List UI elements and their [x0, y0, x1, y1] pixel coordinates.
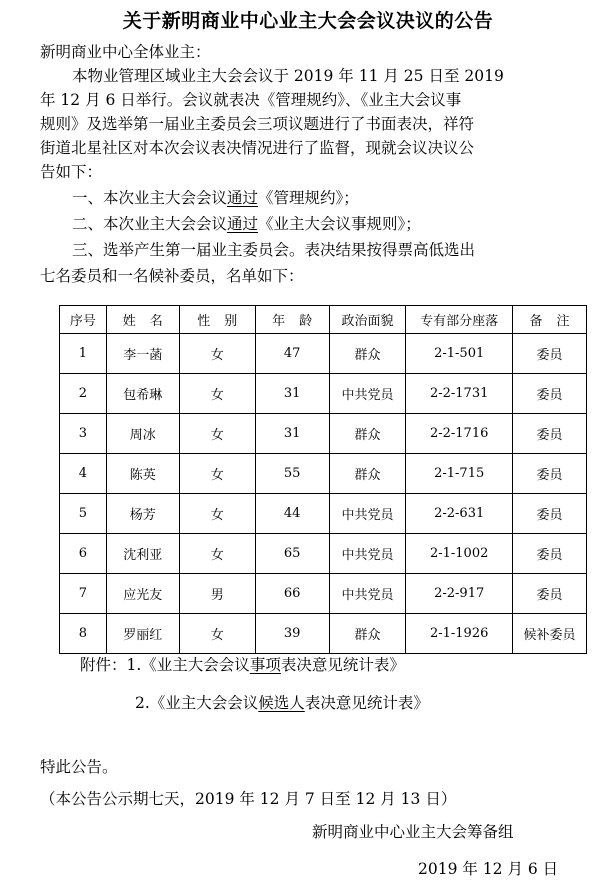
table-row: [60, 534, 587, 574]
table-row: [60, 454, 587, 494]
table-row: [60, 414, 587, 454]
cell-remark: 候补委员: [513, 614, 587, 654]
resolution-two: [40, 212, 580, 236]
cell-unit: 2-1-1926: [406, 614, 513, 654]
cell-name: 杨芳: [106, 494, 179, 534]
cell-age: 66: [255, 574, 329, 614]
table-row: [60, 494, 587, 534]
cell-unit: 2-1-715: [406, 454, 513, 494]
cell-gender: 女: [179, 494, 255, 534]
cell-seq: 7: [60, 574, 107, 614]
table-row: [60, 574, 587, 614]
signature: 新明商业中心业主大会筹备组: [312, 823, 514, 841]
cell-gender: 女: [179, 534, 255, 574]
intro-line-3: 规则》及选举第一届业主委员会三项议题进行了书面表决，祥符: [40, 115, 475, 133]
cell-name: 沈利亚: [106, 534, 179, 574]
resolution-two-pre: 二、本次业主大会会议: [72, 215, 228, 233]
cell-remark: 委员: [513, 374, 587, 414]
cell-name: 罗丽红: [106, 614, 179, 654]
header-name: 姓名: [106, 306, 179, 334]
cell-seq: 6: [60, 534, 107, 574]
cell-gender: 女: [179, 374, 255, 414]
cell-name: 应光友: [106, 574, 179, 614]
cell-seq: 5: [60, 494, 107, 534]
cell-politics: 群众: [329, 414, 406, 454]
resolution-one-post: 《管理规约》；: [258, 189, 359, 207]
cell-name: 李一菡: [106, 334, 179, 374]
cell-unit: 2-1-501: [406, 334, 513, 374]
attachment-1-pre: 1.《业主大会会议: [126, 656, 250, 674]
attachment-2-post: 表决意见统计表》: [304, 694, 429, 712]
committee-table: [59, 305, 587, 654]
cell-remark: 委员: [513, 334, 587, 374]
cell-unit: 2-2-1716: [406, 414, 513, 454]
cell-unit: 2-2-631: [406, 494, 513, 534]
intro-line-2: 年 12 月 6 日举行。会议就表决《管理规约》、《业主大会议事: [40, 91, 462, 109]
resolution-one-passed: 通过: [227, 189, 259, 207]
intro-line-1: 本物业管理区域业主大会会议于 2019 年 11 月 25 日至 2019: [72, 67, 504, 85]
cell-seq: 3: [60, 414, 107, 454]
cell-politics: 中共党员: [329, 494, 406, 534]
attachment-1-underlined: 事项: [249, 656, 281, 674]
cell-politics: 群众: [329, 454, 406, 494]
attachment-1-post: 表决意见统计表》: [280, 656, 405, 674]
cell-age: 47: [255, 334, 329, 374]
cell-gender: 男: [179, 574, 255, 614]
cell-remark: 委员: [513, 574, 587, 614]
cell-politics: 群众: [329, 334, 406, 374]
cell-age: 55: [255, 454, 329, 494]
cell-seq: 8: [60, 614, 107, 654]
greeting: 新明商业中心全体业主：: [40, 43, 211, 61]
cell-age: 44: [255, 494, 329, 534]
cell-gender: 女: [179, 454, 255, 494]
cell-age: 31: [255, 374, 329, 414]
cell-unit: 2-2-917: [406, 574, 513, 614]
cell-name: 周冰: [106, 414, 179, 454]
cell-seq: 2: [60, 374, 107, 414]
cell-seq: 4: [60, 454, 107, 494]
attachment-2-underlined: 候选人: [258, 694, 305, 712]
resolution-one: [40, 186, 580, 210]
table-row: [60, 334, 587, 374]
cell-gender: 女: [179, 414, 255, 454]
cell-politics: 中共党员: [329, 534, 406, 574]
intro-line-4: 街道北星社区对本次会议表决情况进行了监督，现就会议决议公: [40, 139, 475, 157]
cell-age: 39: [255, 614, 329, 654]
closing: 特此公告。: [40, 758, 118, 776]
header-gender: 性别: [179, 306, 255, 334]
cell-remark: 委员: [513, 454, 587, 494]
header-age: 年龄: [255, 306, 329, 334]
notice-title: 关于新明商业中心业主大会会议决议的公告: [122, 10, 494, 32]
cell-unit: 2-1-1002: [406, 534, 513, 574]
cell-seq: 1: [60, 334, 107, 374]
cell-age: 65: [255, 534, 329, 574]
resolution-one-pre: 一、本次业主大会会议: [72, 189, 228, 207]
notice-date: 2019 年 12 月 6 日: [418, 860, 559, 878]
cell-name: 陈英: [106, 454, 179, 494]
table-row: [60, 374, 587, 414]
resolution-three-line-2: 七名委员和一名候补委员，名单如下：: [40, 267, 304, 285]
table-header-row: [60, 306, 587, 334]
cell-politics: 中共党员: [329, 574, 406, 614]
publicity-note: （本公告公示期七天，2019 年 12 月 7 日至 12 月 13 日）: [40, 790, 457, 808]
table-row: [60, 614, 587, 654]
attachment-2-pre: 2.《业主大会会议: [135, 694, 259, 712]
cell-remark: 委员: [513, 534, 587, 574]
header-politics: 政治面貌: [329, 306, 406, 334]
attachment-label: 附件：: [80, 656, 127, 674]
resolution-two-passed: 通过: [227, 215, 259, 233]
intro-line-5: 告如下：: [40, 163, 103, 181]
cell-age: 31: [255, 414, 329, 454]
cell-name: 包希琳: [106, 374, 179, 414]
cell-politics: 中共党员: [329, 374, 406, 414]
resolution-two-post: 《业主大会议事规则》；: [258, 215, 421, 233]
header-remark: 备注: [513, 306, 587, 334]
cell-unit: 2-2-1731: [406, 374, 513, 414]
attachment-1: [40, 653, 580, 677]
cell-politics: 群众: [329, 614, 406, 654]
header-unit: 专有部分座落: [406, 306, 513, 334]
cell-gender: 女: [179, 334, 255, 374]
resolution-three-line-1: 三、选举产生第一届业主委员会。表决结果按得票高低选出: [72, 241, 476, 259]
cell-remark: 委员: [513, 414, 587, 454]
cell-gender: 女: [179, 614, 255, 654]
header-seq: 序号: [60, 306, 107, 334]
cell-remark: 委员: [513, 494, 587, 534]
attachment-2: [40, 691, 580, 715]
